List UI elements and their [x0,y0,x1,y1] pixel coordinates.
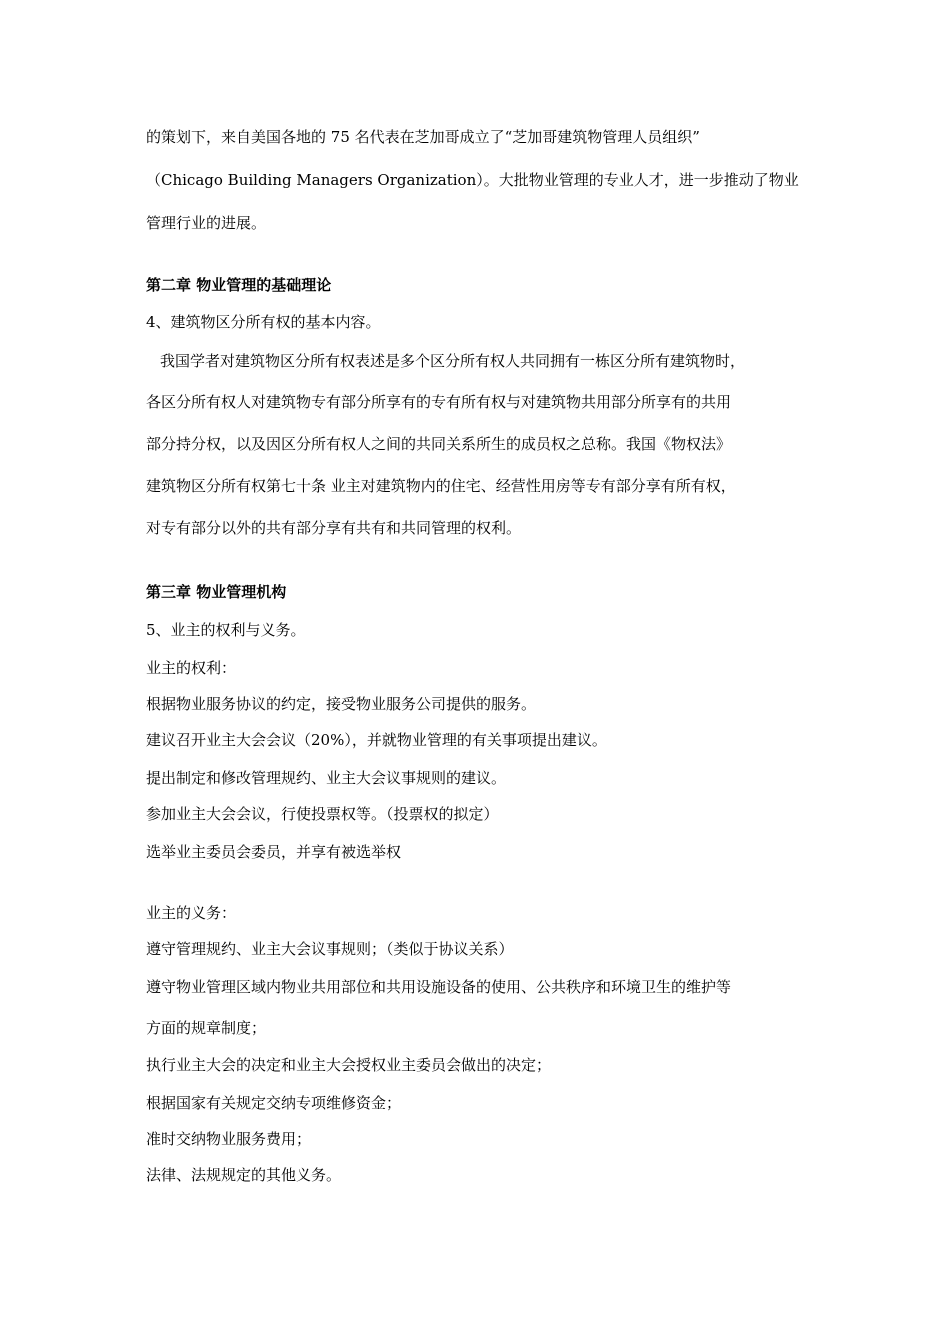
chapter-3-heading: 第三章 物业管理机构 [146,583,287,601]
rights-list-item: 根据物业服务协议的约定，接受物业服务公司提供的服务。 [146,695,537,713]
chapter-2-paragraph-line: 部分持分权，以及因区分所有权人之间的共同关系所生的成员权之总称。我国《物权法》 [146,435,732,453]
rights-list-item: 参加业主大会会议，行使投票权等。（投票权的拟定） [146,805,499,823]
duties-list-item: 根据国家有关规定交纳专项维修资金； [146,1094,402,1112]
rights-list-item: 建议召开业主大会会议（20%），并就物业管理的有关事项提出建议。 [146,731,607,749]
duties-list-item: 法律、法规规定的其他义务。 [146,1166,342,1184]
rights-list-item: 提出制定和修改管理规约、业主大会议事规则的建议。 [146,769,507,787]
chapter-2-item: 4、建筑物区分所有权的基本内容。 [146,313,381,331]
duties-label: 业主的义务： [146,904,237,922]
rights-label: 业主的权利： [146,659,237,677]
intro-line-1: 的策划下，来自美国各地的 75 名代表在芝加哥成立了“芝加哥建筑物管理人员组织” [146,128,700,146]
rights-list-item: 选举业主委员会委员，并享有被选举权 [146,843,402,861]
chapter-2-heading: 第二章 物业管理的基础理论 [146,276,332,294]
intro-line-3: 管理行业的进展。 [146,214,267,232]
chapter-3-item: 5、业主的权利与义务。 [146,621,306,639]
chapter-2-paragraph-line: 对专有部分以外的共有部分享有共有和共同管理的权利。 [146,519,522,537]
duties-list-item: 遵守物业管理区域内物业共用部位和共用设施设备的使用、公共秩序和环境卫生的维护等 [146,978,732,996]
duties-list-item: 方面的规章制度； [146,1019,267,1037]
duties-list-item: 遵守管理规约、业主大会议事规则；（类似于协议关系） [146,940,514,958]
chapter-2-paragraph-line: 我国学者对建筑物区分所有权表述是多个区分所有权人共同拥有一栋区分所有建筑物时， [160,352,746,370]
duties-list-item: 执行业主大会的决定和业主大会授权业主委员会做出的决定； [146,1056,552,1074]
chapter-2-paragraph-line: 各区分所有权人对建筑物专有部分所享有的专有所有权与对建筑物共用部分所享有的共用 [146,393,732,411]
duties-list-item: 准时交纳物业服务费用； [146,1130,312,1148]
chapter-2-paragraph-line: 建筑物区分所有权第七十条 业主对建筑物内的住宅、经营性用房等专有部分享有所有权， [146,477,736,495]
intro-line-2: （Chicago Building Managers Organization）。大批物业管理的专业人才，进一步推动了物业 [146,171,799,189]
